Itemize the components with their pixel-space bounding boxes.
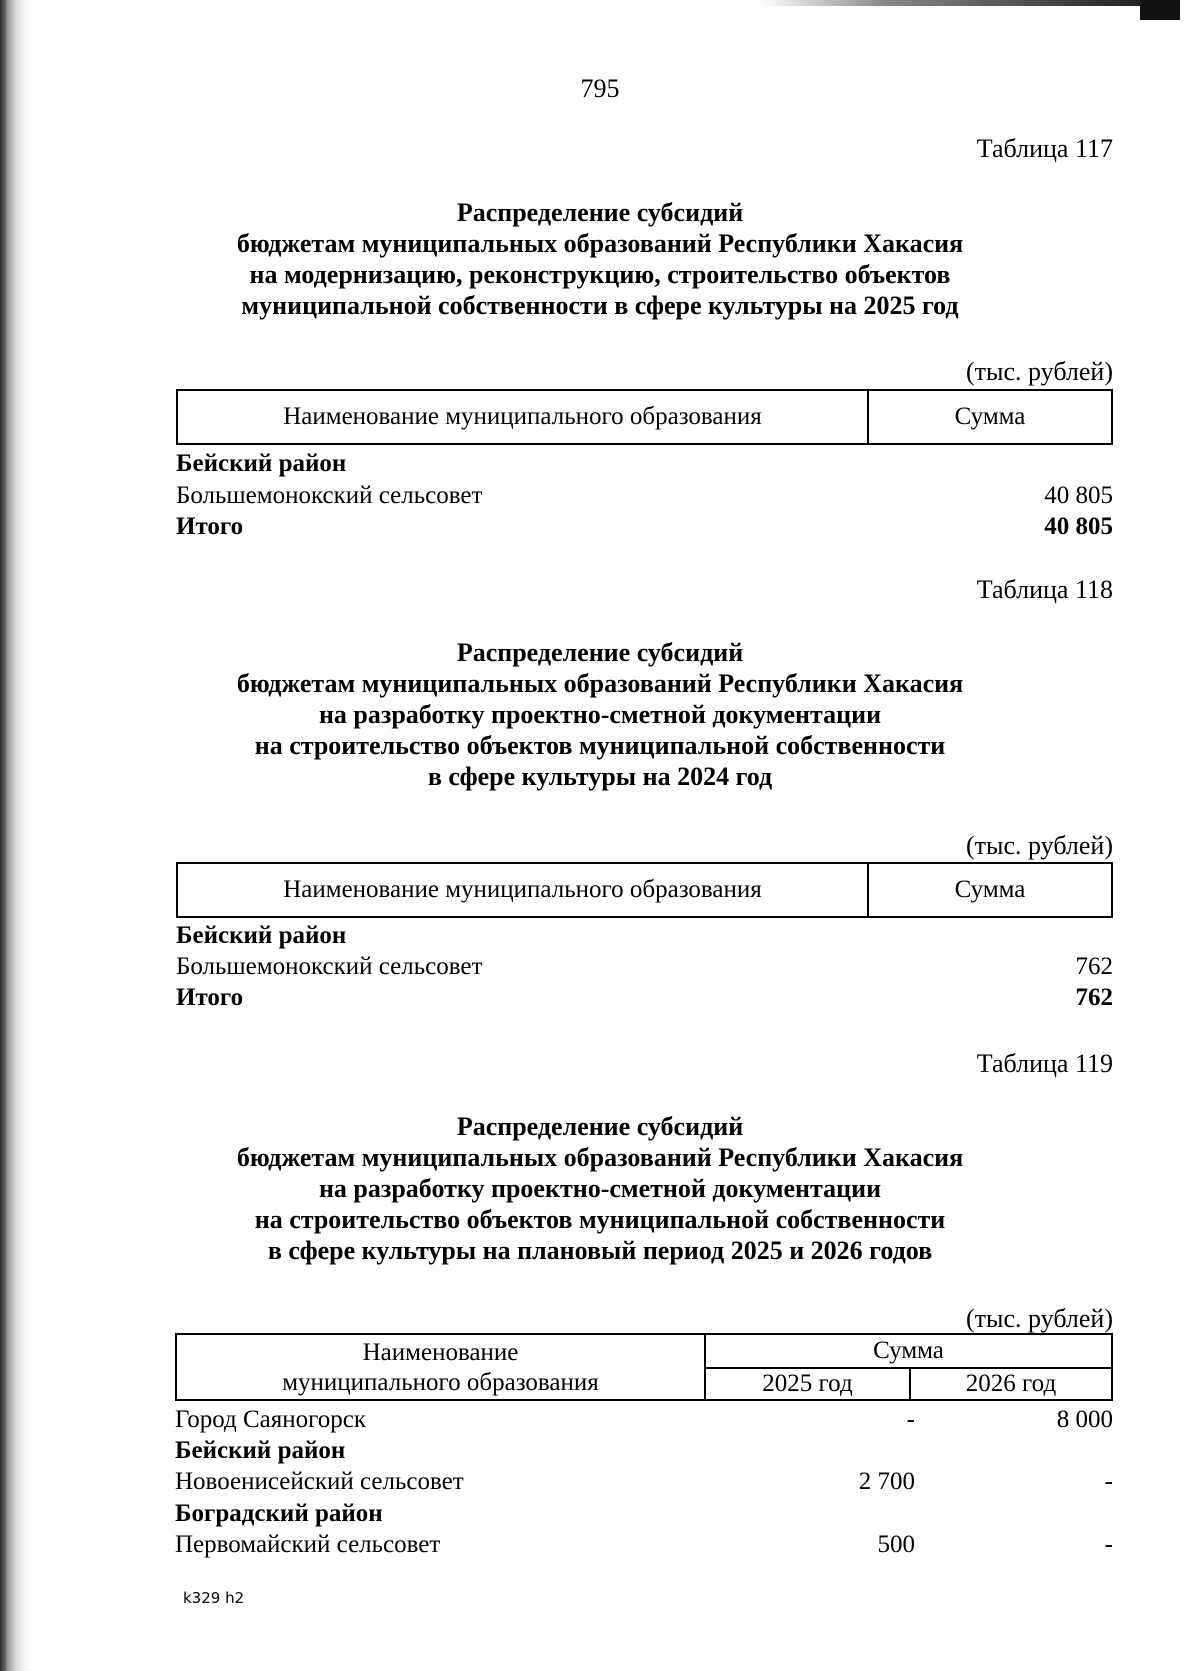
row-value-2026: - <box>1104 1468 1113 1495</box>
table-119-units: (тыс. рублей) <box>965 1304 1113 1333</box>
table-row <box>175 1468 1113 1498</box>
table-118-header <box>176 862 1113 918</box>
header-sum-cell: Сумма <box>954 876 1026 903</box>
row-name: Бейский район <box>176 922 347 949</box>
table-row <box>176 450 1113 480</box>
scan-corner <box>1140 0 1180 20</box>
row-amount: 40 805 <box>1044 513 1113 540</box>
table-117-header <box>176 389 1113 445</box>
table-row <box>176 922 1113 952</box>
table-118-title <box>150 637 1050 792</box>
table-row <box>176 482 1113 512</box>
table-117-title-line: муниципальной собственности в сфере культуры на 2025 год <box>241 291 959 320</box>
row-value-2025: - <box>906 1406 915 1433</box>
table-total-row <box>176 984 1113 1014</box>
scan-edge-left <box>0 0 30 1671</box>
table-118-title-line: на разработку проектно-сметной документации <box>318 700 882 729</box>
header-sum-cell: Сумма <box>954 403 1026 430</box>
row-amount: 40 805 <box>1044 482 1113 509</box>
row-name: Бейский район <box>175 1437 346 1464</box>
table-119-header <box>175 1333 1113 1401</box>
row-name: Город Саяногорск <box>175 1406 367 1433</box>
table-row <box>176 953 1113 983</box>
header-name-cell: Наименование муниципального образования <box>178 864 869 916</box>
row-name: Боградский район <box>175 1500 383 1527</box>
row-value-2025: 2 700 <box>858 1468 915 1495</box>
row-name: Первомайский сельсовет <box>175 1531 441 1558</box>
table-total-row <box>176 513 1113 543</box>
header-year-2025: 2025 год <box>706 1369 911 1399</box>
table-row <box>175 1500 1113 1530</box>
table-118-title-line: бюджетам муниципальных образований Республики Хакасия <box>236 669 964 698</box>
header-name-line1: Наименование <box>362 1339 519 1366</box>
table-117-label: Таблица 117 <box>976 134 1113 163</box>
table-119-title-line: на строительство объектов муниципальной собственности <box>254 1205 946 1234</box>
row-name: Бейский район <box>176 450 347 477</box>
header-sum-cell: Сумма <box>873 1337 944 1364</box>
table-117-title-line: бюджетам муниципальных образований Республики Хакасия <box>236 229 964 258</box>
table-119-title-line: в сфере культуры на плановый период 2025 и 2026 годов <box>267 1236 933 1265</box>
row-name: Большемонокский сельсовет <box>176 953 483 980</box>
table-119-title-line: на разработку проектно-сметной документации <box>318 1174 882 1203</box>
table-119-title <box>150 1111 1050 1266</box>
table-118-title-line: на строительство объектов муниципальной собственности <box>254 731 946 760</box>
table-119-title-line: Распределение субсидий <box>456 1112 744 1141</box>
table-117-title <box>150 197 1050 321</box>
page-number: 795 <box>580 74 620 103</box>
table-118-title-line: в сфере культуры на 2024 год <box>427 762 773 791</box>
table-row <box>175 1406 1113 1436</box>
row-value-2026: - <box>1104 1531 1113 1558</box>
row-amount: 762 <box>1075 953 1113 980</box>
row-value-2026: 8 000 <box>1056 1406 1113 1433</box>
footer-code: k329 h2 <box>183 1589 245 1607</box>
header-name-line2: муниципального образования <box>282 1369 599 1396</box>
header-name-cell: Наименование муниципального образования <box>178 391 869 443</box>
table-row <box>175 1437 1113 1467</box>
header-year-2026: 2026 год <box>965 1370 1057 1397</box>
table-118-title-line: Распределение субсидий <box>456 638 744 667</box>
row-amount: 762 <box>1075 984 1113 1011</box>
row-name: Новоенисейский сельсовет <box>175 1468 464 1495</box>
table-118-units: (тыс. рублей) <box>965 831 1113 860</box>
table-119-title-line: бюджетам муниципальных образований Республики Хакасия <box>236 1143 964 1172</box>
table-row <box>175 1531 1113 1561</box>
table-117-title-line: Распределение субсидий <box>456 198 744 227</box>
row-value-2025: 500 <box>877 1531 915 1558</box>
row-name: Итого <box>176 513 244 540</box>
table-117-units: (тыс. рублей) <box>965 357 1113 386</box>
table-119-label: Таблица 119 <box>976 1049 1113 1078</box>
table-117-title-line: на модернизацию, реконструкцию, строительство объектов <box>249 260 951 289</box>
scan-edge-top <box>760 0 1180 6</box>
row-name: Итого <box>176 984 244 1011</box>
row-name: Большемонокский сельсовет <box>176 482 483 509</box>
table-118-label: Таблица 118 <box>976 575 1113 604</box>
